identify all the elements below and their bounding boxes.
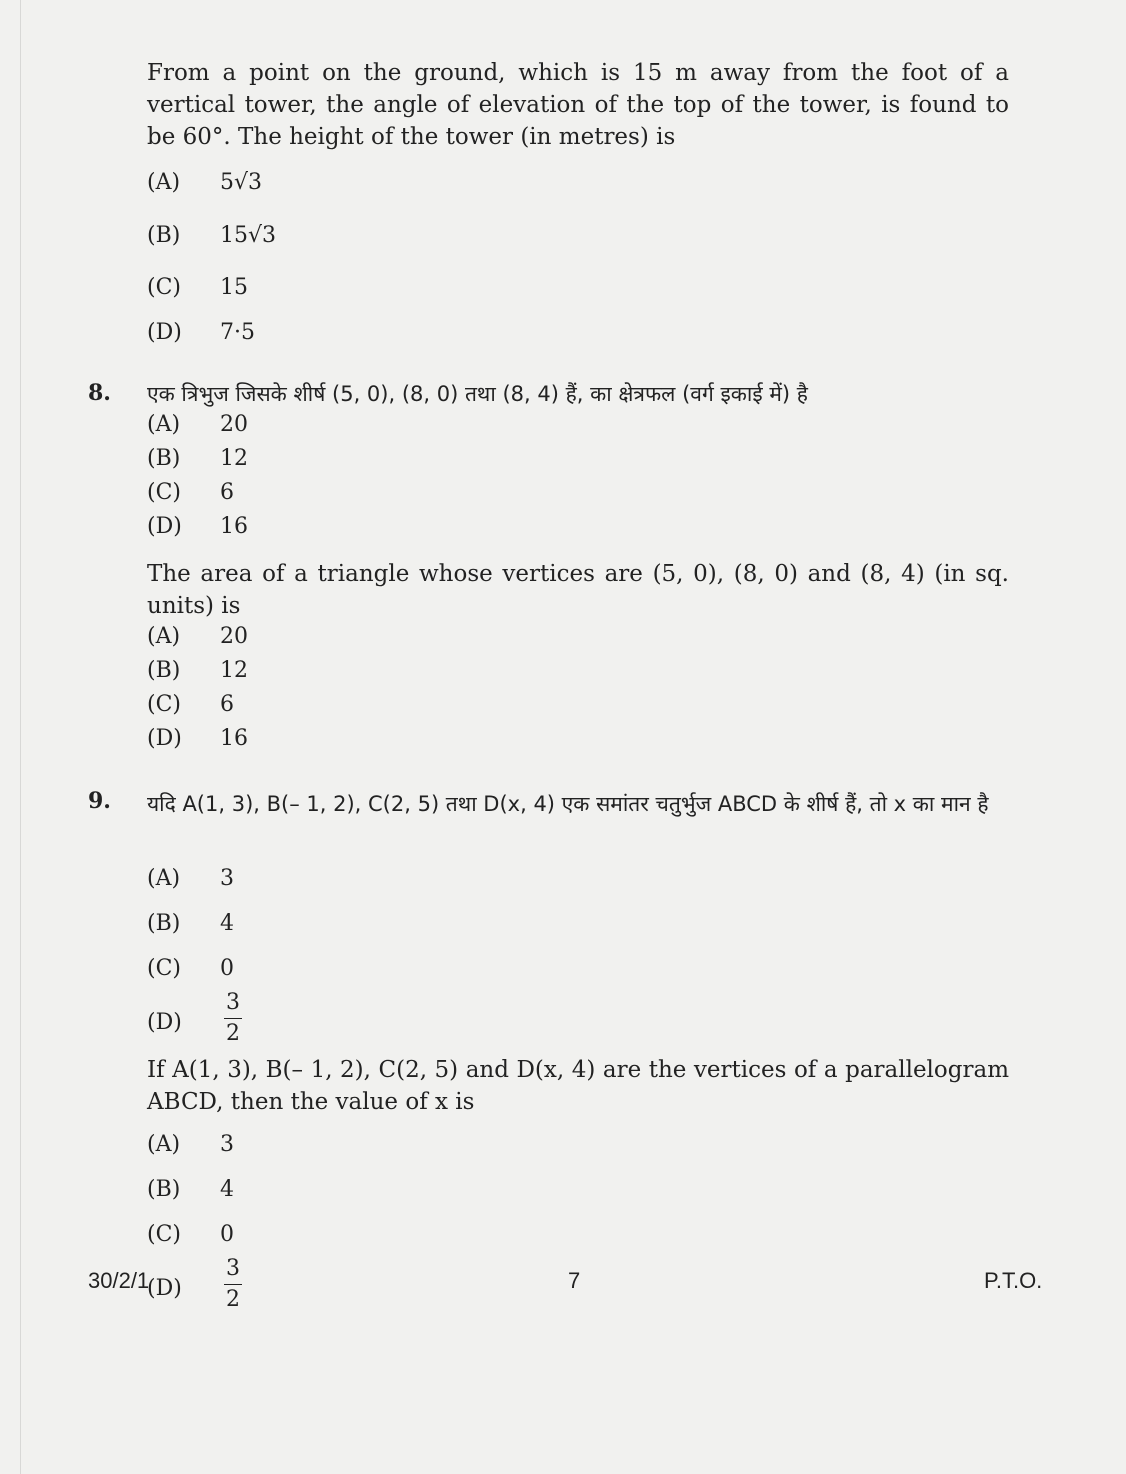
q9-number: 9. [88,788,111,814]
option-label: (C) [147,1222,181,1247]
option-value: 16 [220,726,248,751]
option-label: (C) [147,480,181,505]
q8-number: 8. [88,380,111,406]
option-label: (B) [147,1177,181,1202]
q9-hindi-text: यदि A(1, 3), B(– 1, 2), C(2, 5) तथा D(x, 4) एक समांतर चतुर्भुज ABCD के शीर्ष हैं, तो x का मान है [147,792,989,816]
fraction [224,990,242,1047]
option-label: (D) [147,514,182,539]
option-value: 12 [220,446,248,471]
fraction-denominator: 2 [226,1021,240,1046]
option-label: (D) [147,320,182,345]
option-value: 4 [220,1177,234,1202]
option-label: (D) [147,1010,182,1035]
option-value: 5√3 [220,170,263,195]
page-margin-line [20,0,21,1474]
option-label: (B) [147,223,181,248]
please-turn-over: P.T.O. [984,1268,1043,1293]
fraction-numerator: 3 [224,1256,242,1285]
option-label: (B) [147,911,181,936]
option-value: 4 [220,911,234,936]
option-label: (D) [147,1276,182,1301]
option-label: (C) [147,275,181,300]
option-value: 6 [220,692,234,717]
option-label: (A) [147,866,181,891]
fraction [224,1256,242,1313]
option-value: 7·5 [220,320,255,345]
option-label: (A) [147,1132,181,1157]
option-value: 20 [220,624,248,649]
option-label: (D) [147,726,182,751]
option-label: (A) [147,412,181,437]
option-value: 16 [220,514,248,539]
option-value: 3 [220,1132,234,1157]
option-label: (A) [147,170,181,195]
option-value: 3 [220,866,234,891]
option-value: 12 [220,658,248,683]
option-label: (A) [147,624,181,649]
option-value: 0 [220,1222,234,1247]
option-value: 6 [220,480,234,505]
fraction-numerator: 3 [224,990,242,1019]
page-number: 7 [568,1268,581,1293]
q8-english-text: The area of a triangle whose vertices are (5, 0), (8, 0) and (8, 4) (in sq. units) is [147,561,1009,619]
option-value: 20 [220,412,248,437]
q7-question-text: From a point on the ground, which is 15 m away from the foot of a vertical tower, the angle of elevation of the top of the tower, is found to be 60°. The height of the tower (in metres) is [147,60,1009,150]
q9-english-text: If A(1, 3), B(– 1, 2), C(2, 5) and D(x, 4) are the vertices of a parallelogram ABCD, then the value of x is [147,1057,1009,1115]
option-value: 15 [220,275,248,300]
option-label: (C) [147,956,181,981]
option-label: (C) [147,692,181,717]
paper-code: 30/2/1 [88,1268,150,1293]
option-value: 15√3 [220,223,277,248]
option-label: (B) [147,446,181,471]
option-label: (B) [147,658,181,683]
fraction-denominator: 2 [226,1287,240,1312]
q8-hindi-text: एक त्रिभुज जिसके शीर्ष (5, 0), (8, 0) तथा (8, 4) हैं, का क्षेत्रफल (वर्ग इकाई में) है [147,382,808,406]
option-value: 0 [220,956,234,981]
